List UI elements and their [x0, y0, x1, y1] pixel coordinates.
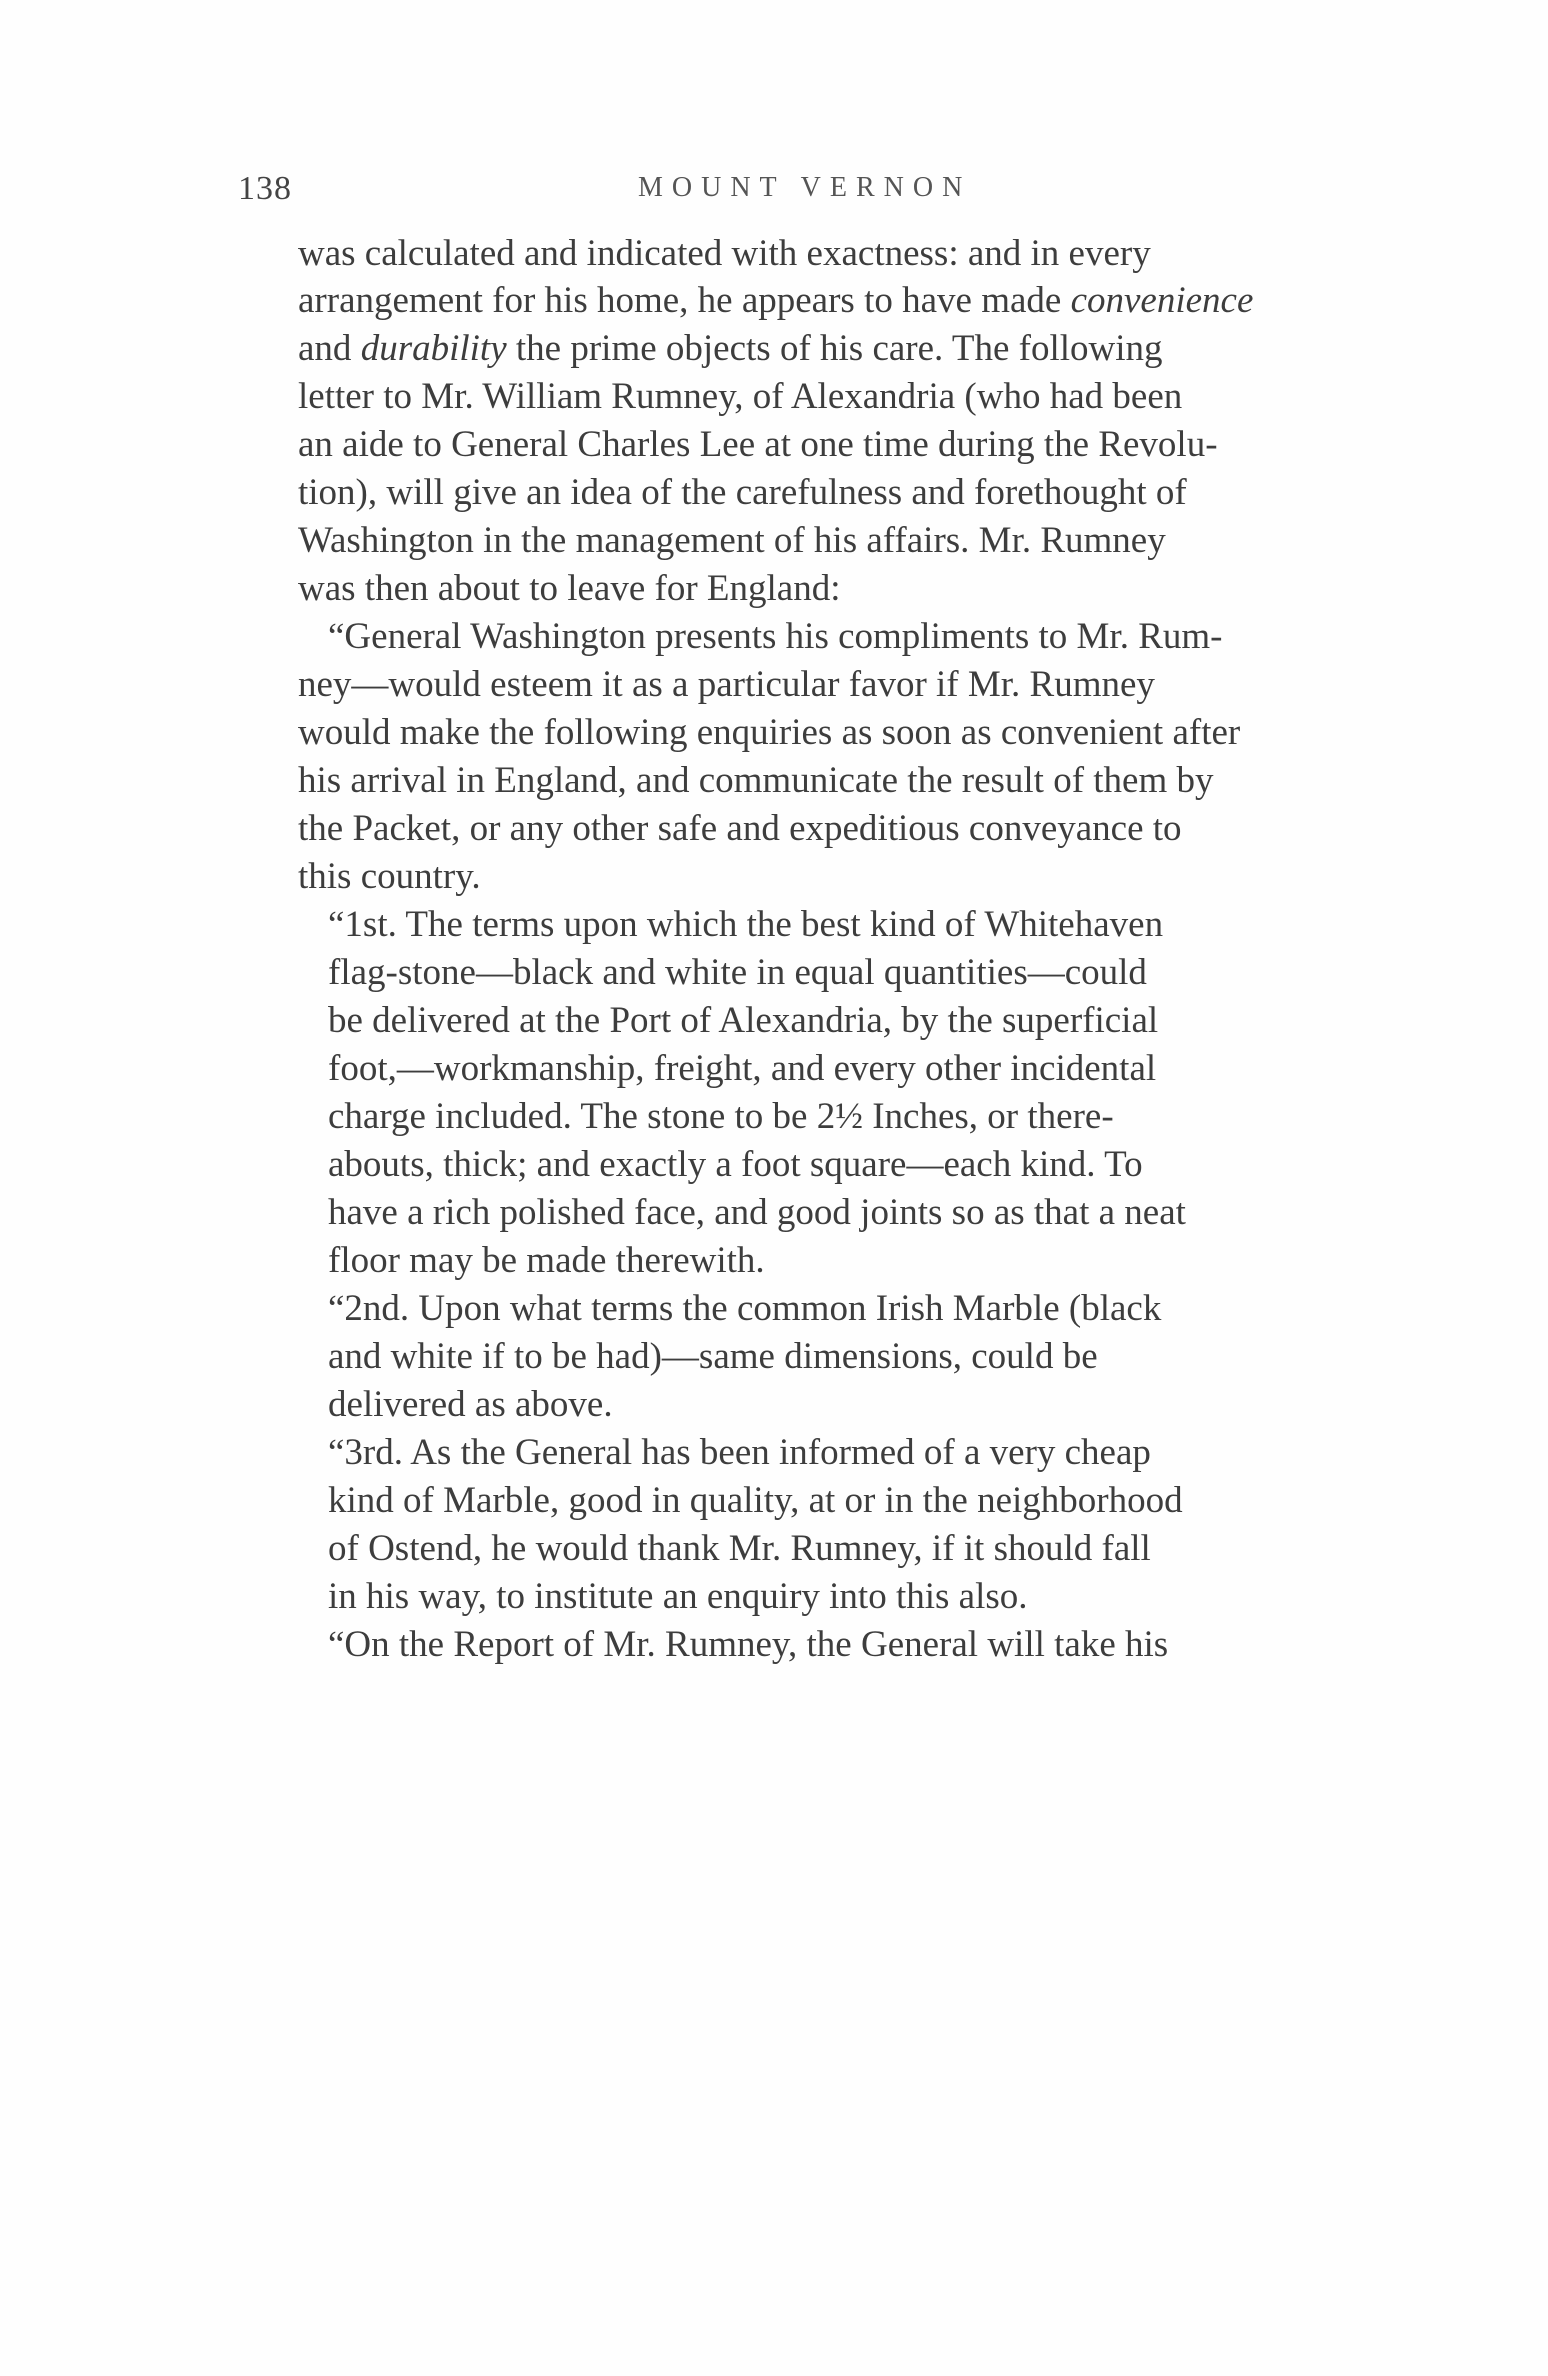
page-header — [238, 170, 1388, 220]
text-line-27: kind of Marble, good in quality, at or in the neighborhood — [328, 1480, 1183, 1521]
text-line-12: his arrival in England, and communicate the result of them by — [298, 760, 1214, 801]
running-head: MOUNT VERNON — [638, 172, 972, 203]
text-line-7: Washington in the management of his affairs. Mr. Rumney — [298, 520, 1166, 561]
text-line-28: of Ostend, he would thank Mr. Rumney, if it should fall — [328, 1528, 1151, 1569]
text-line-20: abouts, thick; and exactly a foot square—each kind. To — [328, 1144, 1143, 1185]
text-line-2: arrangement for his home, he appears to have made convenience — [298, 280, 1254, 321]
italic-convenience: convenience — [1070, 280, 1254, 321]
text-line-10: ney—would esteem it as a particular favor if Mr. Rumney — [298, 664, 1155, 705]
text-line-19: charge included. The stone to be 2½ Inches, or there- — [328, 1096, 1114, 1137]
page-number: 138 — [238, 170, 292, 207]
text-line-1: was calculated and indicated with exactness: and in every — [298, 233, 1151, 274]
text-line-3: and durability the prime objects of his care. The following — [298, 328, 1163, 369]
text-line-22: floor may be made therewith. — [328, 1240, 765, 1281]
text-line-26: “3rd. As the General has been informed of a very cheap — [328, 1432, 1151, 1473]
word-and: and — [298, 328, 352, 369]
text-line-16: flag-stone—black and white in equal quantities—could — [328, 952, 1147, 993]
text-line-9: “General Washington presents his compliments to Mr. Rum- — [328, 616, 1223, 657]
text-line-17: be delivered at the Port of Alexandria, by the superficial — [328, 1000, 1159, 1041]
text-line-13: the Packet, or any other safe and expeditious conveyance to — [298, 808, 1182, 849]
text-line-23: “2nd. Upon what terms the common Irish Marble (black — [328, 1288, 1162, 1329]
text-line-4: letter to Mr. William Rumney, of Alexandria (who had been — [298, 376, 1183, 417]
italic-durability: durability — [360, 328, 507, 369]
text-line-30: “On the Report of Mr. Rumney, the General will take his — [328, 1624, 1169, 1665]
text-line-14: this country. — [298, 856, 481, 897]
text-line-18: foot,—workmanship, freight, and every other incidental — [328, 1048, 1157, 1089]
text-line-5: an aide to General Charles Lee at one time during the Revolu- — [298, 424, 1218, 465]
text-line-25: delivered as above. — [328, 1384, 613, 1425]
text-line-29: in his way, to institute an enquiry into this also. — [328, 1576, 1028, 1617]
text-line-24: and white if to be had)—same dimensions, could be — [328, 1336, 1098, 1377]
text-line-15: “1st. The terms upon which the best kind of Whitehaven — [328, 904, 1164, 945]
text-line-8: was then about to leave for England: — [298, 568, 841, 609]
text-line-21: have a rich polished face, and good joints so as that a neat — [328, 1192, 1186, 1233]
text-line-11: would make the following enquiries as soon as convenient after — [298, 712, 1241, 753]
text-line-6: tion), will give an idea of the carefulness and forethought of — [298, 472, 1187, 513]
